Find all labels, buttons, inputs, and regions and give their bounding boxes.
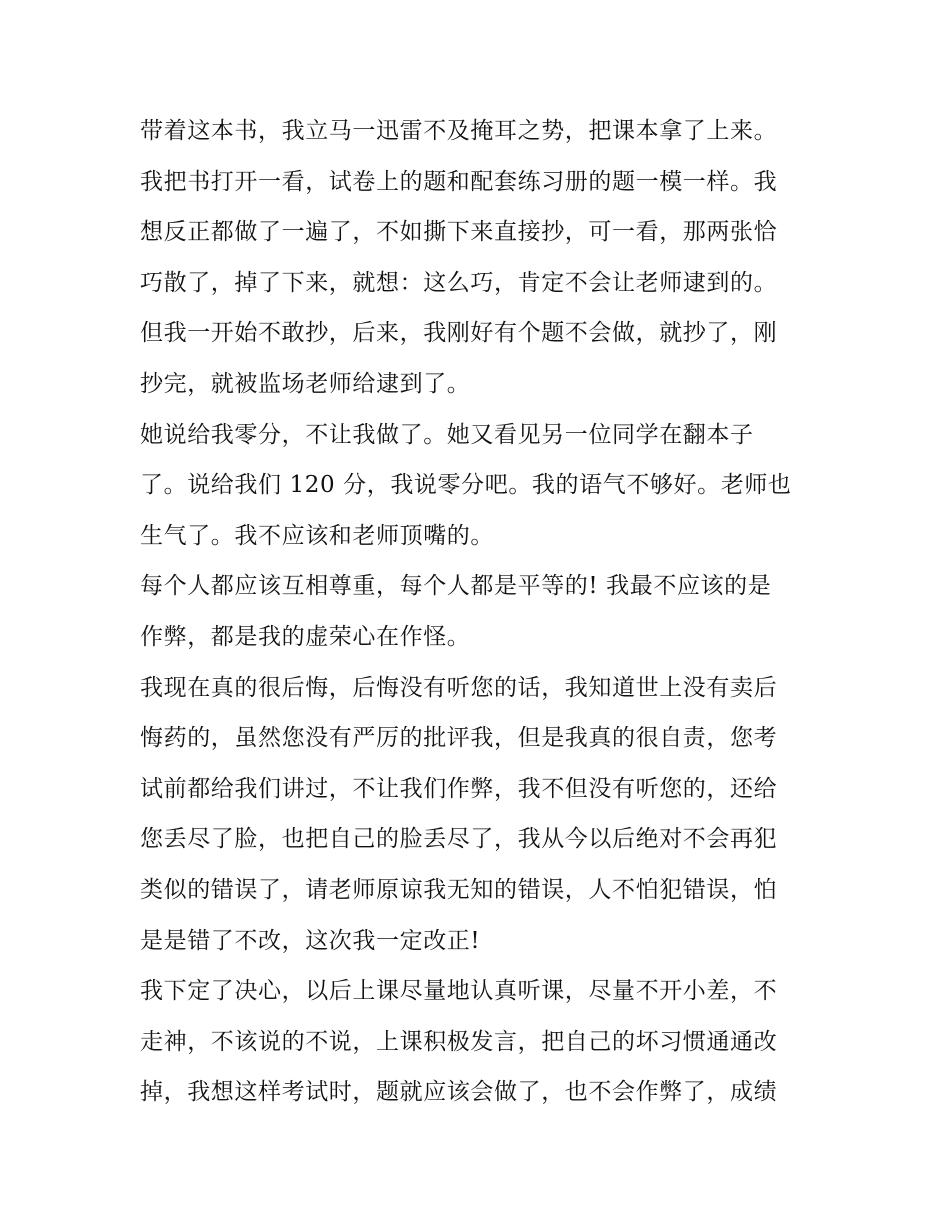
text-line: 带着这本书，我立马一迅雷不及掩耳之势，把课本拿了上来。 [140, 118, 778, 144]
text-line: 想反正都做了一遍了，不如撕下来直接抄，可一看，那两张恰 [140, 219, 778, 246]
text-line: 悔药的，虽然您没有严厉的批评我，但是我真的很自责，您考 [140, 725, 778, 752]
text-line: 我下定了决心，以后上课尽量地认真听课，尽量不开小差，不 [140, 978, 778, 1005]
text-line: 是是错了不改，这次我一定改正! [140, 927, 481, 954]
text-line: 我把书打开一看，试卷上的题和配套练习册的题一模一样。我 [140, 168, 778, 195]
text-line: 掉，我想这样考试时，题就应该会做了，也不会作弊了，成绩 [140, 1079, 778, 1106]
text-line: 抄完，就被监场老师给逮到了。 [140, 370, 471, 397]
text-line: 类似的错误了，请老师原谅我无知的错误，人不怕犯错误，怕 [140, 876, 778, 903]
text-line: 走神，不该说的不说，上课积极发言，把自己的坏习惯通通改 [140, 1028, 778, 1055]
text-line: 巧散了，掉了下来，就想：这么巧，肯定不会让老师逮到的。 [140, 269, 778, 296]
text-line: 我现在真的很后悔，后悔没有听您的话，我知道世上没有卖后 [140, 674, 778, 701]
text-line: 作弊，都是我的虚荣心在作怪。 [140, 623, 471, 650]
text-line: 您丢尽了脸，也把自己的脸丢尽了，我从今以后绝对不会再犯 [140, 826, 778, 853]
text-line: 但我一开始不敢抄，后来，我刚好有个题不会做，就抄了，刚 [140, 320, 778, 347]
text-line: 试前都给我们讲过，不让我们作弊，我不但没有听您的，还给 [140, 775, 778, 802]
document-body [140, 106, 820, 1118]
text-line: 她说给我零分，不让我做了。她又看见另一位同学在翻本子 [140, 421, 754, 448]
text-line: 了。说给我们 120 分，我说零分吧。我的语气不够好。老师也 [140, 472, 792, 499]
text-line: 生气了。我不应该和老师顶嘴的。 [140, 522, 494, 549]
text-line: 每个人都应该互相尊重，每个人都是平等的! 我最不应该的是 [140, 573, 772, 600]
